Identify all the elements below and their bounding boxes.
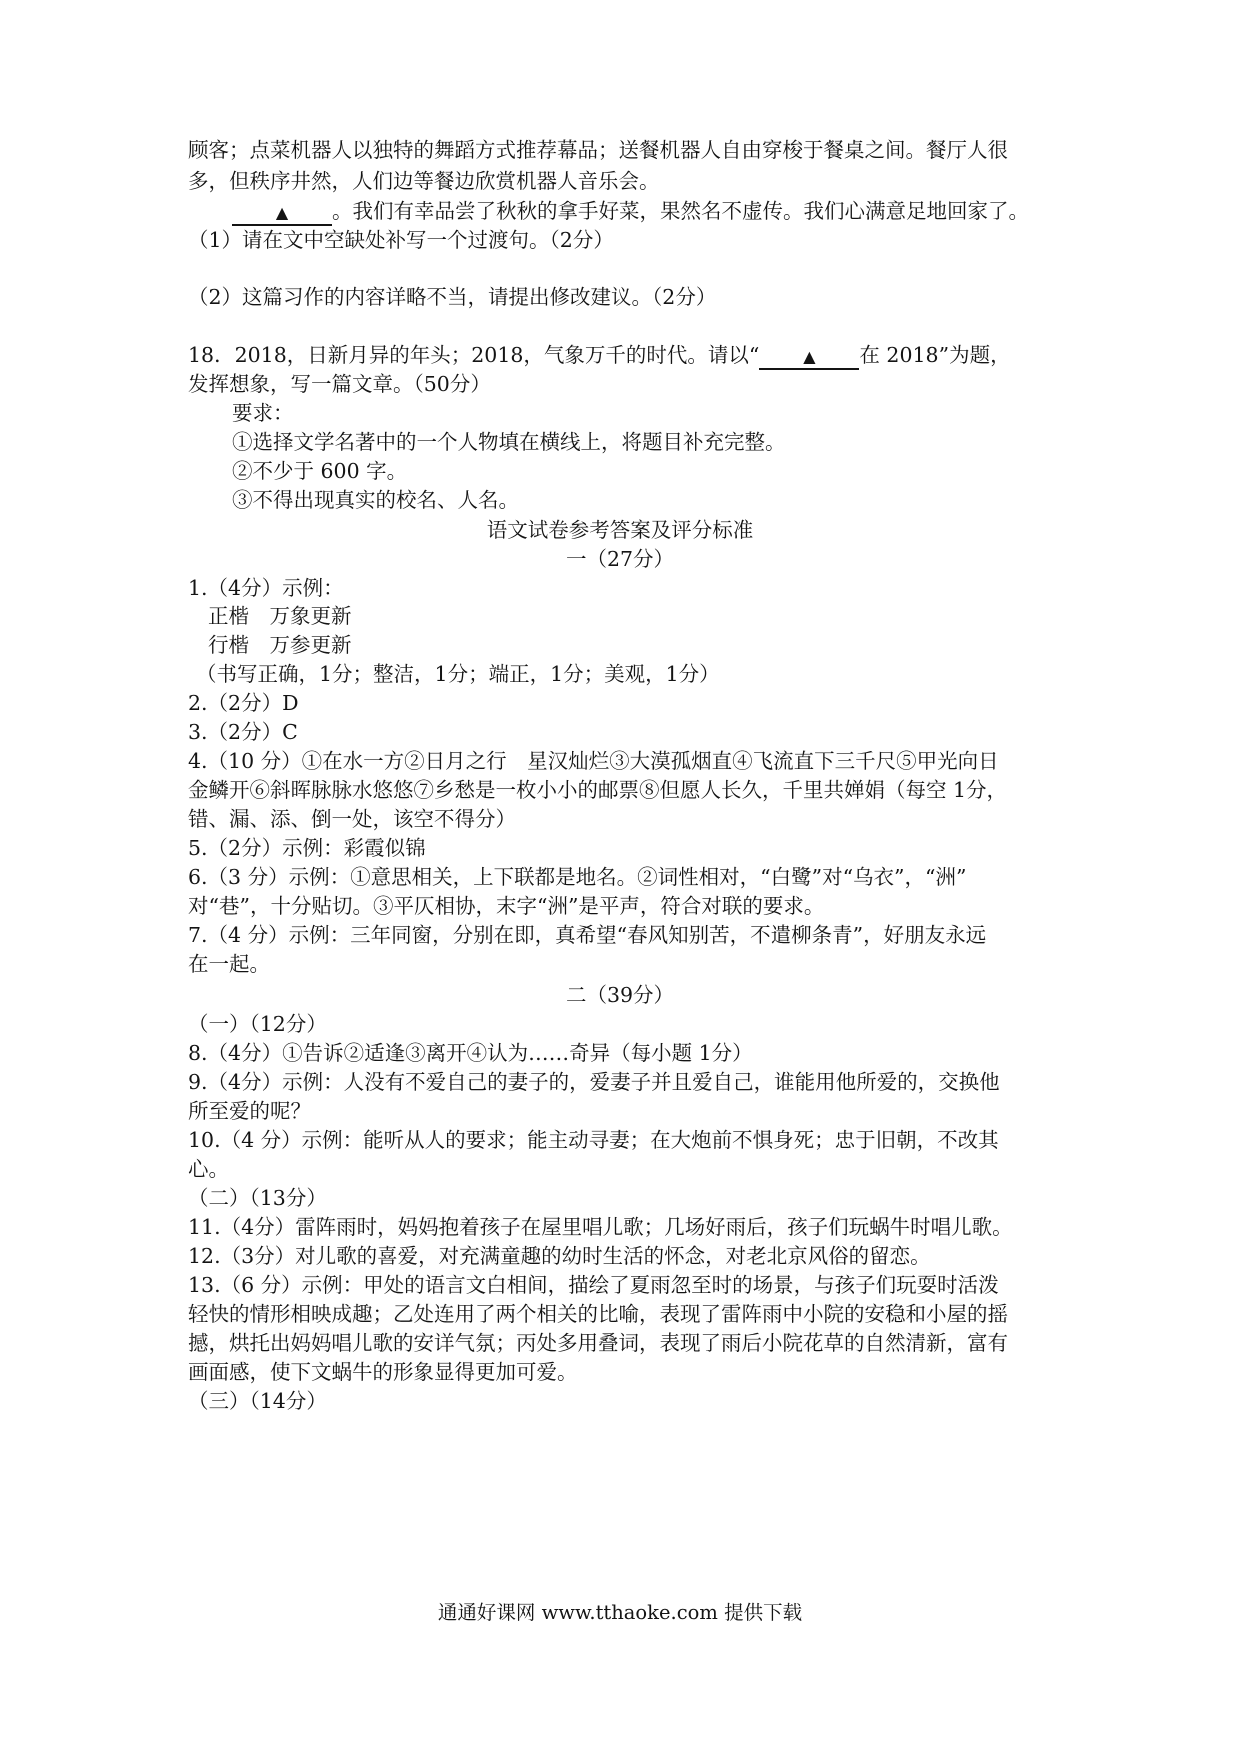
answer-line: 轻快的情形相映成趣；乙处连用了两个相关的比喻，表现了雷阵雨中小院的安稳和小屋的摇 [188, 1302, 1008, 1326]
triangle-marker: ▲ [803, 347, 816, 366]
page-footer: 通通好课网 www.tthaoke.com 提供下载 [437, 1601, 803, 1624]
answer-line: 10.（4 分）示例：能听从人的要求；能主动寻妻；在大炮前不惧身死；忠于旧朝，不改其 [188, 1128, 999, 1152]
requirement-item: ②不少于 600 字。 [232, 459, 408, 483]
passage-line [232, 197, 1029, 226]
answer-line: 2.（2分）D [188, 691, 299, 715]
answer-line: 错、漏、添、倒一处，该空不得分） [188, 807, 516, 831]
question-part: （1）请在文中空缺处补写一个过渡句。（2分） [188, 228, 614, 252]
answer-line: 1.（4分）示例： [188, 576, 344, 600]
passage-text: 。我们有幸品尝了秋秋的拿手好菜，果然名不虚传。我们心满意足地回家了。 [332, 199, 1029, 223]
answer-line: 9.（4分）示例：人没有不爱自己的妻子的，爱妻子并且爱自己，谁能用他所爱的，交换他 [188, 1070, 1000, 1094]
fill-blank [759, 344, 859, 370]
answer-line: 3.（2分）C [188, 720, 298, 744]
answer-line: 8.（4分）①告诉②适逢③离开④认为……奇异（每小题 1分） [188, 1041, 753, 1065]
answer-title: 语文试卷参考答案及评分标准 [486, 518, 754, 542]
answer-line: 对“巷”，十分贴切。③平仄相协，末字“洲”是平声，符合对联的要求。 [188, 894, 825, 918]
requirement-heading: 要求： [232, 401, 294, 425]
answer-line: 在一起。 [188, 952, 270, 976]
answer-line: 6.（3 分）示例：①意思相关，上下联都是地名。②词性相对，“白鹭”对“乌衣”，“洲” [188, 865, 967, 889]
answer-line: 13.（6 分）示例：甲处的语言文白相间，描绘了夏雨忽至时的场景，与孩子们玩耍时活泼 [188, 1273, 999, 1297]
passage-line: 顾客；点菜机器人以独特的舞蹈方式推荐幕品；送餐机器人自由穿梭于餐桌之间。餐厅人很 [188, 138, 1008, 162]
section-heading: 一（27分） [565, 547, 675, 571]
answer-line: 撼，烘托出妈妈唱儿歌的安详气氛；丙处多用叠词，表现了雨后小院花草的自然清新，富有 [188, 1331, 1008, 1355]
triangle-marker: ▲ [275, 203, 289, 222]
answer-line: 12.（3分）对儿歌的喜爱，对充满童趣的幼时生活的怀念，对老北京风俗的留恋。 [188, 1244, 931, 1268]
answer-line: 行楷 万参更新 [208, 633, 352, 657]
fill-blank [232, 200, 332, 226]
answer-line: 11.（4分）雷阵雨时，妈妈抱着孩子在屋里唱儿歌；几场好雨后，孩子们玩蜗牛时唱儿歌。 [188, 1215, 1013, 1239]
essay-question-line: 发挥想象，写一篇文章。（50分） [188, 372, 491, 396]
answer-line: 画面感，使下文蜗牛的形象显得更加可爱。 [188, 1360, 578, 1384]
answer-line: 7.（4 分）示例：三年同窗，分别在即，真希望“春风知别苦，不遣柳条青”，好朋友永远 [188, 923, 987, 947]
answer-line: 5.（2分）示例：彩霞似锦 [188, 836, 426, 860]
essay-question [188, 341, 1011, 370]
question-part: （2）这篇习作的内容详略不当，请提出修改建议。（2分） [188, 285, 717, 309]
question-text: 18．2018，日新月异的年头；2018，气象万千的时代。请以“ [188, 343, 760, 367]
answer-line: （书写正确，1分；整洁，1分；端正，1分；美观，1分） [196, 662, 720, 686]
requirement-item: ③不得出现真实的校名、人名。 [232, 488, 519, 512]
passage-line: 多，但秩序井然，人们边等餐边欣赏机器人音乐会。 [188, 169, 660, 193]
answer-line: 心。 [188, 1157, 229, 1181]
part-heading: （一）（12分） [188, 1012, 327, 1036]
answer-line: 4.（10 分）①在水一方②日月之行 星汉灿烂③大漠孤烟直④飞流直下三千尺⑤甲光向日 [188, 749, 999, 773]
section-heading: 二（39分） [565, 983, 675, 1007]
requirement-item: ①选择文学名著中的一个人物填在横线上，将题目补充完整。 [232, 430, 786, 454]
answer-line: 正楷 万象更新 [208, 604, 352, 628]
answer-line: 金鳞开⑥斜晖脉脉水悠悠⑦乡愁是一枚小小的邮票⑧但愿人长久，千里共婵娟（每空 1分， [188, 778, 1008, 802]
part-heading: （三）（14分） [188, 1389, 327, 1413]
question-text: 在 2018”为题， [859, 343, 1011, 367]
part-heading: （二）（13分） [188, 1186, 327, 1210]
answer-line: 所至爱的呢？ [188, 1099, 311, 1123]
